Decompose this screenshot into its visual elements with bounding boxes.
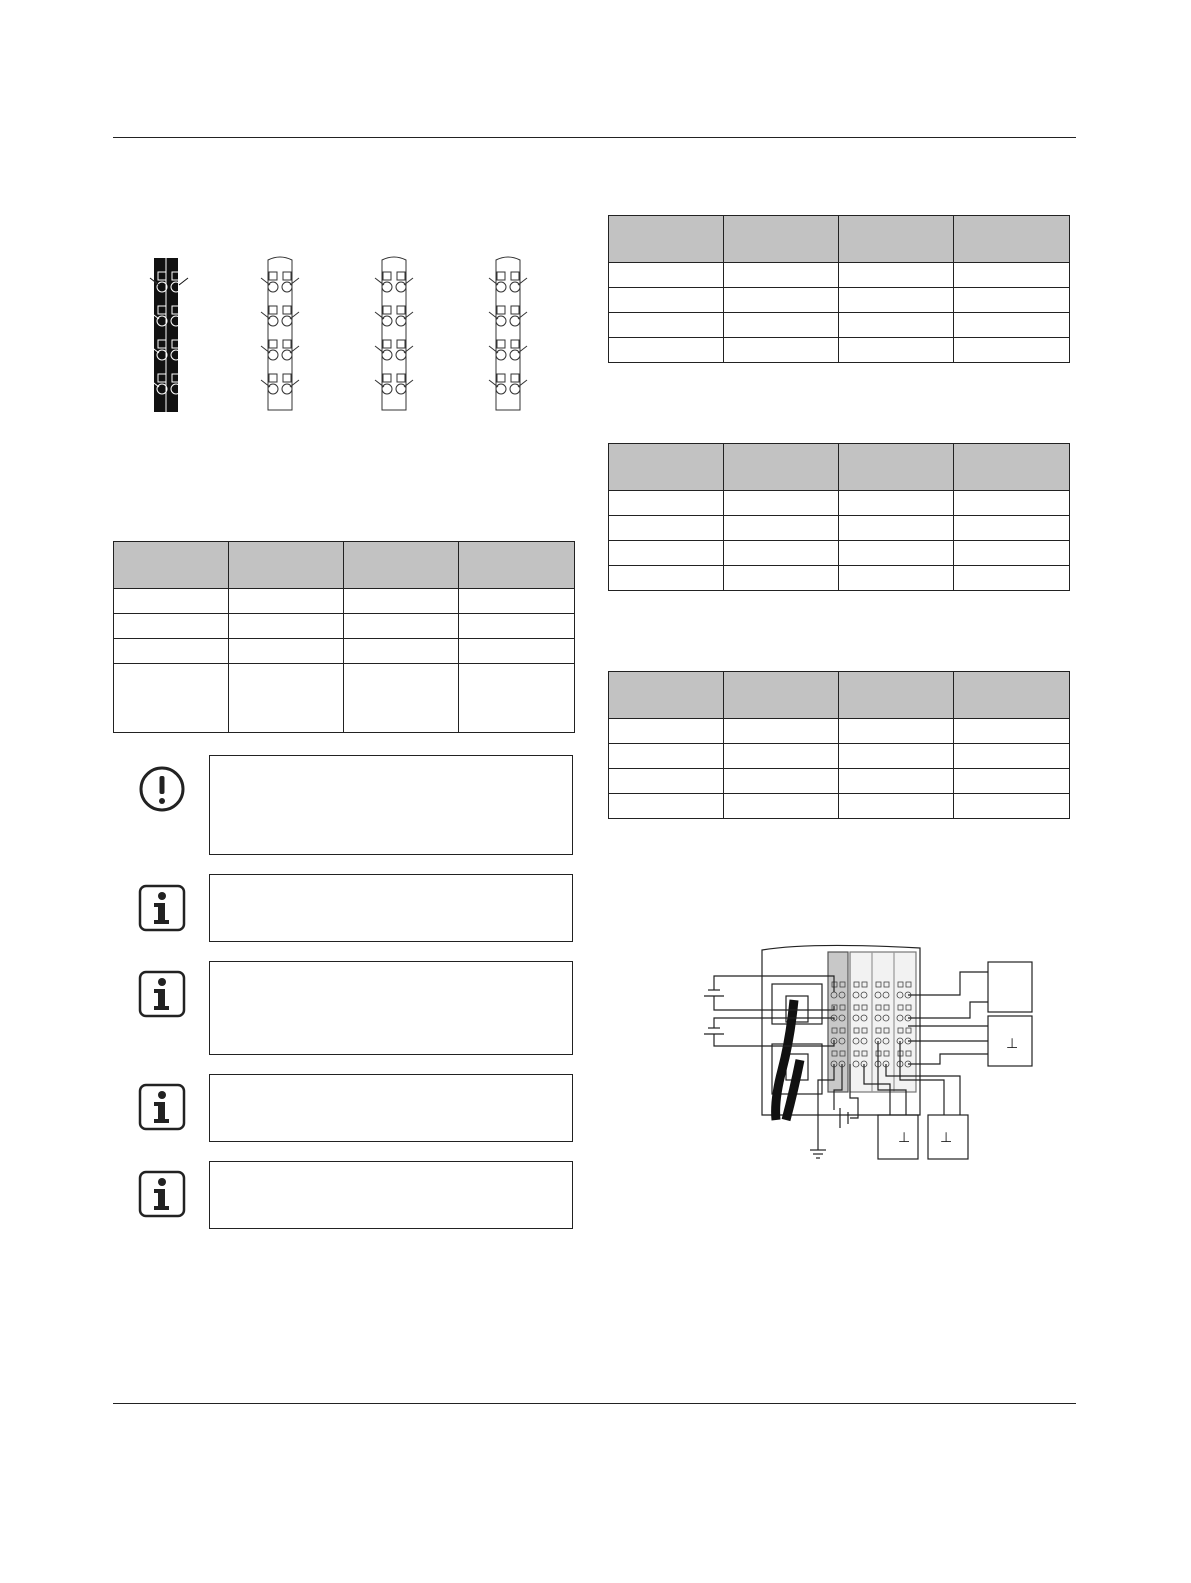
table-cell: [724, 769, 839, 794]
info-icon: [138, 970, 186, 1018]
table-cell: [609, 769, 724, 794]
table-row: [609, 794, 1070, 819]
table-cell: [459, 664, 575, 733]
table-cell: [609, 491, 724, 516]
table-cell: [609, 263, 724, 288]
table-cell: [954, 566, 1070, 591]
table-cell: [839, 744, 954, 769]
table-cell: [114, 664, 229, 733]
table-cell: [724, 313, 839, 338]
table-cell: [459, 614, 575, 639]
table-row: [609, 769, 1070, 794]
table-cell: [229, 664, 344, 733]
table-cell: [724, 744, 839, 769]
table-header-cell: [839, 216, 954, 263]
table-cell: [839, 769, 954, 794]
table-cell: [839, 719, 954, 744]
table-cell: [954, 263, 1070, 288]
attention-icon: [137, 764, 187, 814]
table-cell: [954, 288, 1070, 313]
info-icon: [138, 884, 186, 932]
table-header-cell: [954, 216, 1070, 263]
table-header-cell: [839, 672, 954, 719]
wiring-diagram-icon: [690, 940, 1040, 1165]
table-header-cell: [839, 444, 954, 491]
table-cell: [724, 719, 839, 744]
table-cell: [839, 313, 954, 338]
table-cell: [839, 794, 954, 819]
table-cell: [344, 664, 459, 733]
table-cell: [954, 719, 1070, 744]
table-cell: [609, 313, 724, 338]
table-cell: [344, 639, 459, 664]
table-cell: [724, 491, 839, 516]
table-header-row: [114, 542, 575, 589]
table-right-2: [608, 443, 1070, 591]
table-cell: [724, 516, 839, 541]
table-row: [609, 719, 1070, 744]
table-row: [609, 491, 1070, 516]
table-cell: [459, 589, 575, 614]
table-cell: [459, 639, 575, 664]
table-row: [609, 338, 1070, 363]
table-cell: [954, 769, 1070, 794]
table-cell: [954, 744, 1070, 769]
info-icon: [138, 1083, 186, 1131]
table-cell: [229, 589, 344, 614]
table-left: [113, 541, 575, 733]
table-cell: [839, 541, 954, 566]
table-cell: [954, 794, 1070, 819]
table-cell: [609, 719, 724, 744]
table-cell: [839, 288, 954, 313]
table-cell: [609, 288, 724, 313]
footer-rule: [113, 1403, 1076, 1404]
table-header-cell: [229, 542, 344, 589]
note-box: [209, 1161, 573, 1229]
note-box: [209, 961, 573, 1055]
table-row: [609, 566, 1070, 591]
table-row: [114, 589, 575, 614]
connector-black-icon: [150, 258, 188, 412]
table-row: [609, 313, 1070, 338]
table-cell: [954, 313, 1070, 338]
table-cell: [229, 614, 344, 639]
table-cell: [724, 794, 839, 819]
table-row: [114, 664, 575, 733]
table-header-cell: [609, 672, 724, 719]
svg-text:⊥: ⊥: [940, 1130, 953, 1146]
connector-white-icon: [261, 257, 299, 410]
table-cell: [609, 541, 724, 566]
info-icon: [138, 1170, 186, 1218]
table-row: [114, 614, 575, 639]
table-header-cell: [114, 542, 229, 589]
table-row: [609, 744, 1070, 769]
table-header-row: [609, 444, 1070, 491]
table-cell: [344, 614, 459, 639]
table-cell: [954, 491, 1070, 516]
table-header-cell: [954, 444, 1070, 491]
table-cell: [114, 589, 229, 614]
table-right-3: [608, 671, 1070, 819]
table-cell: [609, 744, 724, 769]
table-cell: [609, 338, 724, 363]
table-header-cell: [609, 444, 724, 491]
table-cell: [954, 516, 1070, 541]
note-box: [209, 755, 573, 855]
connector-strips-figure: [140, 250, 560, 420]
table-header-cell: [724, 444, 839, 491]
table-header-cell: [609, 216, 724, 263]
table-cell: [954, 338, 1070, 363]
table-cell: [724, 566, 839, 591]
table-header-cell: [724, 672, 839, 719]
table-cell: [114, 614, 229, 639]
connector-white-icon: [489, 257, 527, 410]
table-row: [609, 516, 1070, 541]
table-header-cell: [954, 672, 1070, 719]
note-box: [209, 874, 573, 942]
connector-white-icon: [375, 257, 413, 410]
table-cell: [609, 566, 724, 591]
table-header-cell: [724, 216, 839, 263]
table-cell: [839, 338, 954, 363]
table-right-1: [608, 215, 1070, 363]
table-cell: [609, 794, 724, 819]
table-cell: [344, 589, 459, 614]
table-cell: [229, 639, 344, 664]
table-cell: [839, 516, 954, 541]
table-cell: [839, 263, 954, 288]
table-cell: [839, 566, 954, 591]
table-header-cell: [459, 542, 575, 589]
note-box: [209, 1074, 573, 1142]
table-row: [114, 639, 575, 664]
table-cell: [114, 639, 229, 664]
table-header-row: [609, 672, 1070, 719]
table-row: [609, 288, 1070, 313]
svg-text:⊥: ⊥: [1006, 1036, 1019, 1052]
table-header-row: [609, 216, 1070, 263]
table-row: [609, 263, 1070, 288]
table-row: [609, 541, 1070, 566]
table-cell: [724, 288, 839, 313]
table-cell: [724, 338, 839, 363]
svg-text:⊥: ⊥: [898, 1130, 911, 1146]
header-rule: [113, 137, 1076, 138]
table-cell: [609, 516, 724, 541]
table-cell: [724, 541, 839, 566]
table-cell: [954, 541, 1070, 566]
table-header-cell: [344, 542, 459, 589]
table-cell: [839, 491, 954, 516]
table-cell: [724, 263, 839, 288]
